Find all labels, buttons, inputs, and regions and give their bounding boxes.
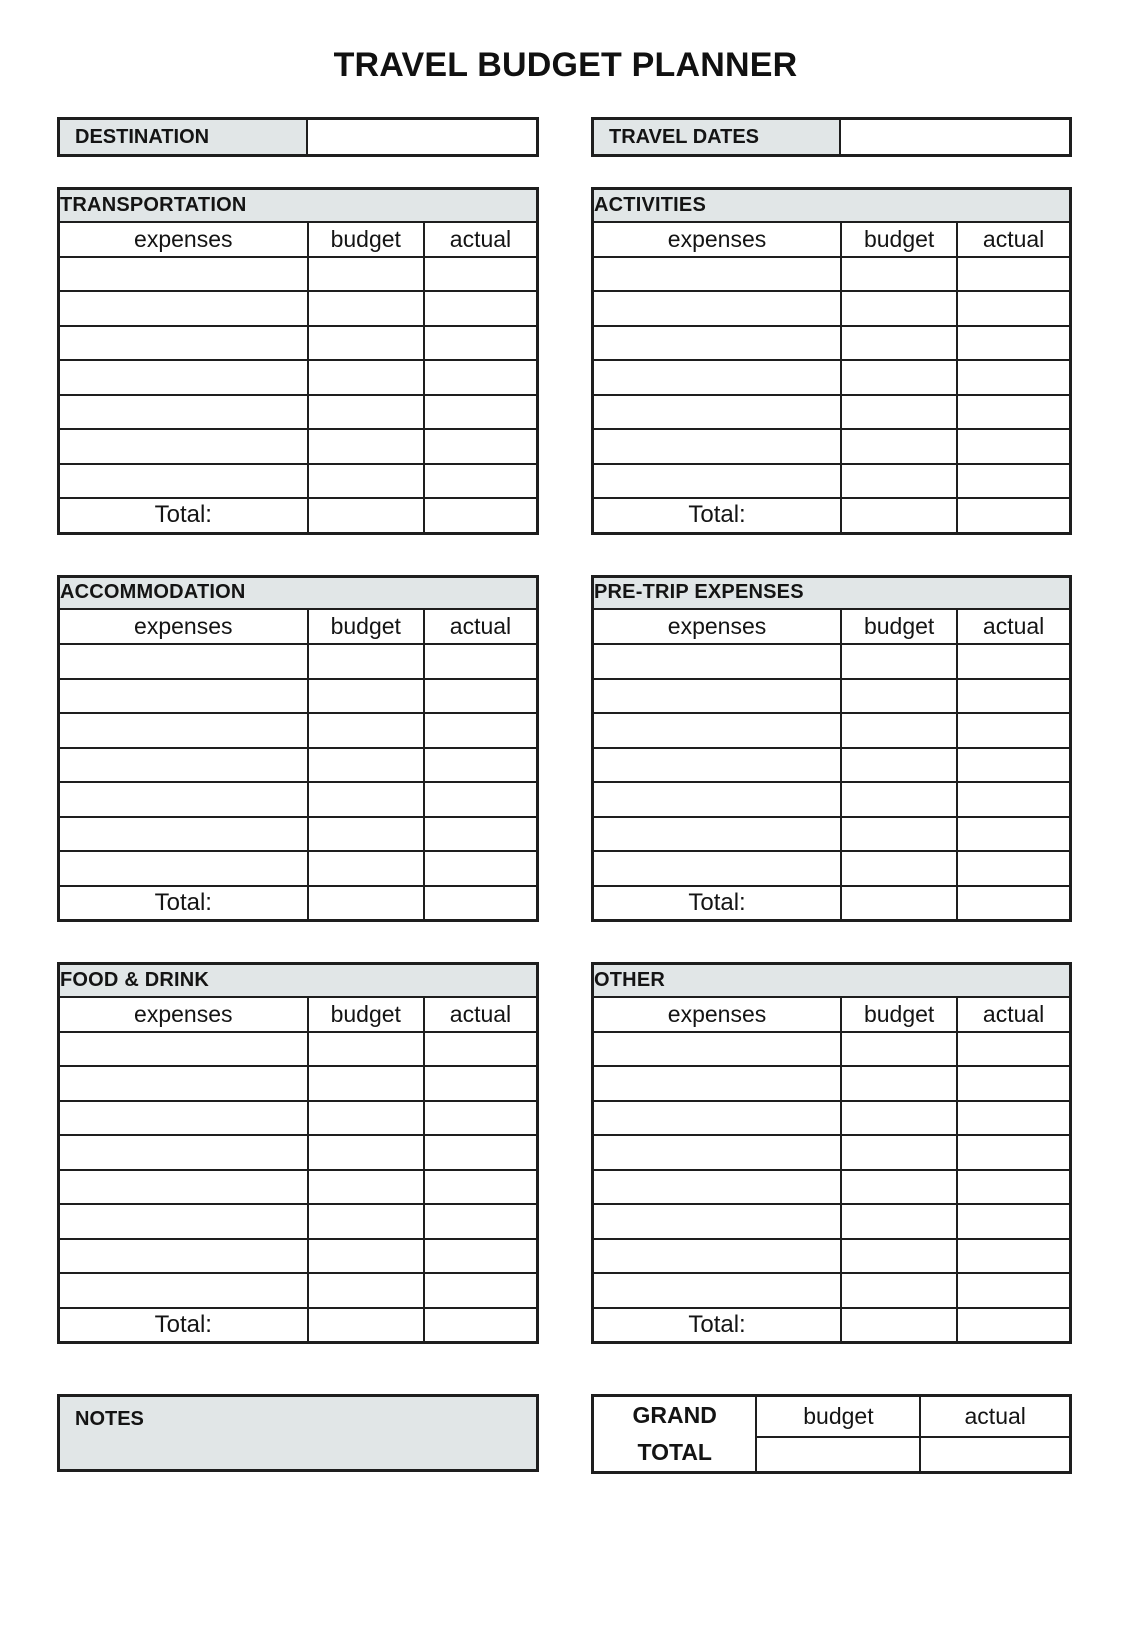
total-row (59, 1308, 538, 1343)
budget-cell[interactable] (841, 464, 957, 499)
expense-cell[interactable] (593, 782, 842, 817)
expense-cell[interactable] (59, 851, 308, 886)
total-label: Total: (59, 886, 308, 921)
section-title-other: OTHER (593, 964, 1071, 997)
expense-cell[interactable] (59, 1101, 308, 1136)
actual-cell[interactable] (957, 395, 1070, 430)
total-actual-cell[interactable] (424, 1308, 538, 1343)
expense-cell[interactable] (593, 817, 842, 852)
column-header-budget: budget (308, 222, 424, 257)
total-budget-cell[interactable] (308, 1308, 424, 1343)
expense-cell[interactable] (593, 1170, 842, 1205)
column-header-expenses: expenses (59, 222, 308, 257)
expense-cell[interactable] (59, 1204, 308, 1239)
actual-cell[interactable] (424, 1066, 538, 1101)
travel-dates-input[interactable] (841, 120, 1069, 154)
column-header-budget: budget (841, 997, 957, 1032)
expense-cell[interactable] (59, 429, 308, 464)
table-row (59, 1032, 538, 1067)
table-row (593, 1170, 1071, 1205)
section-title-transportation: TRANSPORTATION (59, 189, 538, 222)
budget-cell[interactable] (308, 257, 424, 292)
budget-cell[interactable] (308, 1032, 424, 1067)
total-label: Total: (59, 1308, 308, 1343)
total-actual-cell[interactable] (957, 1308, 1070, 1343)
budget-cell[interactable] (841, 851, 957, 886)
section-title-pre-trip-expenses: PRE-TRIP EXPENSES (593, 576, 1071, 609)
expense-cell[interactable] (59, 360, 308, 395)
actual-cell[interactable] (957, 782, 1070, 817)
total-label: Total: (593, 498, 842, 533)
actual-cell[interactable] (424, 429, 538, 464)
actual-cell[interactable] (424, 748, 538, 783)
travel-dates-field (591, 117, 1072, 157)
actual-cell[interactable] (957, 1066, 1070, 1101)
destination-input[interactable] (308, 120, 536, 154)
expense-cell[interactable] (59, 1032, 308, 1067)
expense-cell[interactable] (59, 326, 308, 361)
actual-cell[interactable] (424, 464, 538, 499)
budget-cell[interactable] (841, 1204, 957, 1239)
budget-cell[interactable] (308, 644, 424, 679)
column-header-expenses: expenses (593, 997, 842, 1032)
budget-cell[interactable] (308, 1101, 424, 1136)
actual-cell[interactable] (957, 257, 1070, 292)
expense-cell[interactable] (593, 326, 842, 361)
table-row (593, 257, 1071, 292)
budget-cell[interactable] (841, 1135, 957, 1170)
budget-cell[interactable] (308, 782, 424, 817)
budget-cell[interactable] (308, 679, 424, 714)
budget-cell[interactable] (841, 1239, 957, 1274)
table-row (593, 1032, 1071, 1067)
budget-cell[interactable] (308, 1204, 424, 1239)
budget-cell[interactable] (308, 326, 424, 361)
actual-cell[interactable] (424, 395, 538, 430)
actual-cell[interactable] (424, 1273, 538, 1308)
table-row (593, 679, 1071, 714)
table-row (59, 1135, 538, 1170)
table-row (59, 748, 538, 783)
expense-cell[interactable] (59, 291, 308, 326)
table-row (593, 782, 1071, 817)
column-header-expenses: expenses (59, 609, 308, 644)
actual-cell[interactable] (957, 748, 1070, 783)
actual-cell[interactable] (424, 1204, 538, 1239)
expense-cell[interactable] (59, 395, 308, 430)
table-row (59, 1239, 538, 1274)
total-budget-cell[interactable] (841, 498, 957, 533)
table-row (593, 360, 1071, 395)
expense-cell[interactable] (593, 429, 842, 464)
expense-cell[interactable] (593, 1273, 842, 1308)
actual-cell[interactable] (424, 360, 538, 395)
budget-cell[interactable] (308, 851, 424, 886)
total-row (593, 1308, 1071, 1343)
budget-cell[interactable] (841, 748, 957, 783)
budget-cell[interactable] (841, 679, 957, 714)
table-row (59, 679, 538, 714)
budget-cell[interactable] (841, 1273, 957, 1308)
table-row (593, 1204, 1071, 1239)
table-row (59, 713, 538, 748)
total-row (59, 498, 538, 533)
table-row (59, 257, 538, 292)
budget-cell[interactable] (841, 360, 957, 395)
actual-cell[interactable] (957, 713, 1070, 748)
table-row (59, 817, 538, 852)
budget-cell[interactable] (841, 782, 957, 817)
expense-cell[interactable] (593, 464, 842, 499)
expense-cell[interactable] (593, 257, 842, 292)
table-row (593, 851, 1071, 886)
actual-cell[interactable] (957, 360, 1070, 395)
column-header-budget: budget (308, 997, 424, 1032)
total-budget-cell[interactable] (308, 498, 424, 533)
expense-tables-grid (57, 187, 1072, 1344)
table-row (59, 782, 538, 817)
budget-cell[interactable] (841, 1066, 957, 1101)
table-row (59, 395, 538, 430)
column-header-actual: actual (957, 222, 1070, 257)
expense-cell[interactable] (59, 464, 308, 499)
table-row (593, 817, 1071, 852)
expense-cell[interactable] (593, 360, 842, 395)
expense-cell[interactable] (593, 1032, 842, 1067)
column-header-actual: actual (957, 609, 1070, 644)
budget-cell[interactable] (841, 291, 957, 326)
actual-cell[interactable] (424, 713, 538, 748)
actual-cell[interactable] (957, 1170, 1070, 1205)
total-actual-cell[interactable] (424, 886, 538, 921)
column-header-expenses: expenses (593, 222, 842, 257)
column-header-expenses: expenses (593, 609, 842, 644)
table-row (593, 291, 1071, 326)
total-label: Total: (593, 886, 842, 921)
expense-cell[interactable] (59, 1135, 308, 1170)
expense-cell[interactable] (593, 1204, 842, 1239)
grand-total-budget-cell[interactable] (756, 1437, 920, 1473)
actual-cell[interactable] (957, 1239, 1070, 1274)
actual-cell[interactable] (424, 326, 538, 361)
budget-cell[interactable] (308, 713, 424, 748)
total-actual-cell[interactable] (424, 498, 538, 533)
actual-cell[interactable] (957, 464, 1070, 499)
table-row (593, 1273, 1071, 1308)
actual-cell[interactable] (424, 817, 538, 852)
grand-total-table (591, 1394, 1072, 1474)
budget-cell[interactable] (308, 1135, 424, 1170)
total-row (593, 498, 1071, 533)
actual-cell[interactable] (424, 679, 538, 714)
actual-cell[interactable] (957, 429, 1070, 464)
budget-cell[interactable] (841, 429, 957, 464)
total-budget-cell[interactable] (308, 886, 424, 921)
total-row (593, 886, 1071, 921)
actual-cell[interactable] (957, 1101, 1070, 1136)
budget-cell[interactable] (841, 713, 957, 748)
section-table-activities (591, 187, 1072, 535)
info-row (57, 117, 1072, 157)
actual-cell[interactable] (957, 851, 1070, 886)
grand-total-actual-cell[interactable] (920, 1437, 1070, 1473)
bottom-row (57, 1394, 1072, 1474)
column-header-actual: actual (424, 222, 538, 257)
table-row (59, 1066, 538, 1101)
table-row (593, 713, 1071, 748)
actual-cell[interactable] (957, 1204, 1070, 1239)
budget-cell[interactable] (308, 1066, 424, 1101)
expense-cell[interactable] (593, 1101, 842, 1136)
table-row (59, 464, 538, 499)
actual-cell[interactable] (957, 1273, 1070, 1308)
expense-cell[interactable] (593, 1239, 842, 1274)
grand-total-label-line2: TOTAL (637, 1439, 712, 1465)
grand-total-label (593, 1396, 757, 1473)
table-row (593, 464, 1071, 499)
budget-cell[interactable] (308, 817, 424, 852)
table-row (59, 1170, 538, 1205)
expense-cell[interactable] (59, 1170, 308, 1205)
expense-cell[interactable] (593, 644, 842, 679)
table-row (59, 291, 538, 326)
table-row (593, 1239, 1071, 1274)
section-title-food-drink: FOOD & DRINK (59, 964, 538, 997)
actual-cell[interactable] (424, 257, 538, 292)
grand-total-budget-header: budget (756, 1396, 920, 1437)
table-row (593, 429, 1071, 464)
table-row (59, 644, 538, 679)
budget-cell[interactable] (841, 1101, 957, 1136)
actual-cell[interactable] (424, 1239, 538, 1274)
budget-cell[interactable] (308, 429, 424, 464)
table-row (59, 429, 538, 464)
page-title: TRAVEL BUDGET PLANNER (333, 46, 798, 84)
budget-cell[interactable] (308, 360, 424, 395)
budget-cell[interactable] (308, 464, 424, 499)
total-actual-cell[interactable] (957, 886, 1070, 921)
expense-cell[interactable] (593, 748, 842, 783)
table-row (59, 326, 538, 361)
column-header-actual: actual (424, 609, 538, 644)
actual-cell[interactable] (957, 644, 1070, 679)
total-actual-cell[interactable] (957, 498, 1070, 533)
notes-box[interactable] (57, 1394, 539, 1472)
table-row (593, 395, 1071, 430)
expense-cell[interactable] (59, 782, 308, 817)
budget-cell[interactable] (308, 395, 424, 430)
budget-cell[interactable] (841, 395, 957, 430)
expense-cell[interactable] (593, 851, 842, 886)
expense-cell[interactable] (59, 257, 308, 292)
expense-cell[interactable] (59, 1066, 308, 1101)
table-row (593, 1135, 1071, 1170)
travel-dates-label: TRAVEL DATES (594, 120, 841, 154)
column-header-expenses: expenses (59, 997, 308, 1032)
expense-cell[interactable] (593, 1135, 842, 1170)
expense-cell[interactable] (59, 748, 308, 783)
budget-cell[interactable] (841, 817, 957, 852)
table-row (59, 1273, 538, 1308)
table-row (593, 644, 1071, 679)
budget-cell[interactable] (841, 1032, 957, 1067)
budget-cell[interactable] (841, 257, 957, 292)
actual-cell[interactable] (424, 1170, 538, 1205)
grand-total-actual-header: actual (920, 1396, 1070, 1437)
section-title-accommodation: ACCOMMODATION (59, 576, 538, 609)
grand-total-label-line1: GRAND (632, 1402, 717, 1428)
section-title-activities: ACTIVITIES (593, 189, 1071, 222)
actual-cell[interactable] (424, 1032, 538, 1067)
column-header-budget: budget (308, 609, 424, 644)
expense-cell[interactable] (59, 1273, 308, 1308)
table-row (593, 326, 1071, 361)
expense-cell[interactable] (59, 1239, 308, 1274)
total-label: Total: (59, 498, 308, 533)
expense-cell[interactable] (593, 713, 842, 748)
total-label: Total: (593, 1308, 842, 1343)
expense-cell[interactable] (593, 395, 842, 430)
section-table-food-drink (57, 962, 539, 1344)
table-row (593, 1101, 1071, 1136)
expense-cell[interactable] (59, 644, 308, 679)
table-row (59, 360, 538, 395)
budget-cell[interactable] (308, 1170, 424, 1205)
expense-cell[interactable] (59, 713, 308, 748)
column-header-budget: budget (841, 222, 957, 257)
actual-cell[interactable] (424, 644, 538, 679)
destination-label: DESTINATION (60, 120, 308, 154)
expense-cell[interactable] (593, 1066, 842, 1101)
table-row (593, 1066, 1071, 1101)
expense-cell[interactable] (593, 291, 842, 326)
actual-cell[interactable] (957, 1032, 1070, 1067)
table-row (59, 1101, 538, 1136)
budget-cell[interactable] (841, 644, 957, 679)
budget-cell[interactable] (308, 1239, 424, 1274)
section-table-transportation (57, 187, 539, 535)
actual-cell[interactable] (957, 291, 1070, 326)
actual-cell[interactable] (957, 326, 1070, 361)
column-header-budget: budget (841, 609, 957, 644)
notes-label: NOTES (75, 1408, 144, 1430)
actual-cell[interactable] (424, 851, 538, 886)
actual-cell[interactable] (424, 782, 538, 817)
total-budget-cell[interactable] (841, 1308, 957, 1343)
column-header-actual: actual (424, 997, 538, 1032)
expense-cell[interactable] (59, 679, 308, 714)
table-row (593, 748, 1071, 783)
section-table-other (591, 962, 1072, 1344)
table-row (59, 1204, 538, 1239)
actual-cell[interactable] (424, 1101, 538, 1136)
expense-cell[interactable] (59, 817, 308, 852)
total-row (59, 886, 538, 921)
actual-cell[interactable] (957, 1135, 1070, 1170)
actual-cell[interactable] (957, 817, 1070, 852)
actual-cell[interactable] (957, 679, 1070, 714)
budget-cell[interactable] (308, 748, 424, 783)
budget-cell[interactable] (841, 1170, 957, 1205)
budget-cell[interactable] (308, 291, 424, 326)
destination-field (57, 117, 539, 157)
budget-cell[interactable] (841, 326, 957, 361)
expense-cell[interactable] (593, 679, 842, 714)
section-table-pre-trip-expenses (591, 575, 1072, 923)
total-budget-cell[interactable] (841, 886, 957, 921)
planner-content (57, 117, 1072, 1474)
budget-cell[interactable] (308, 1273, 424, 1308)
actual-cell[interactable] (424, 1135, 538, 1170)
actual-cell[interactable] (424, 291, 538, 326)
table-row (59, 851, 538, 886)
section-table-accommodation (57, 575, 539, 923)
column-header-actual: actual (957, 997, 1070, 1032)
